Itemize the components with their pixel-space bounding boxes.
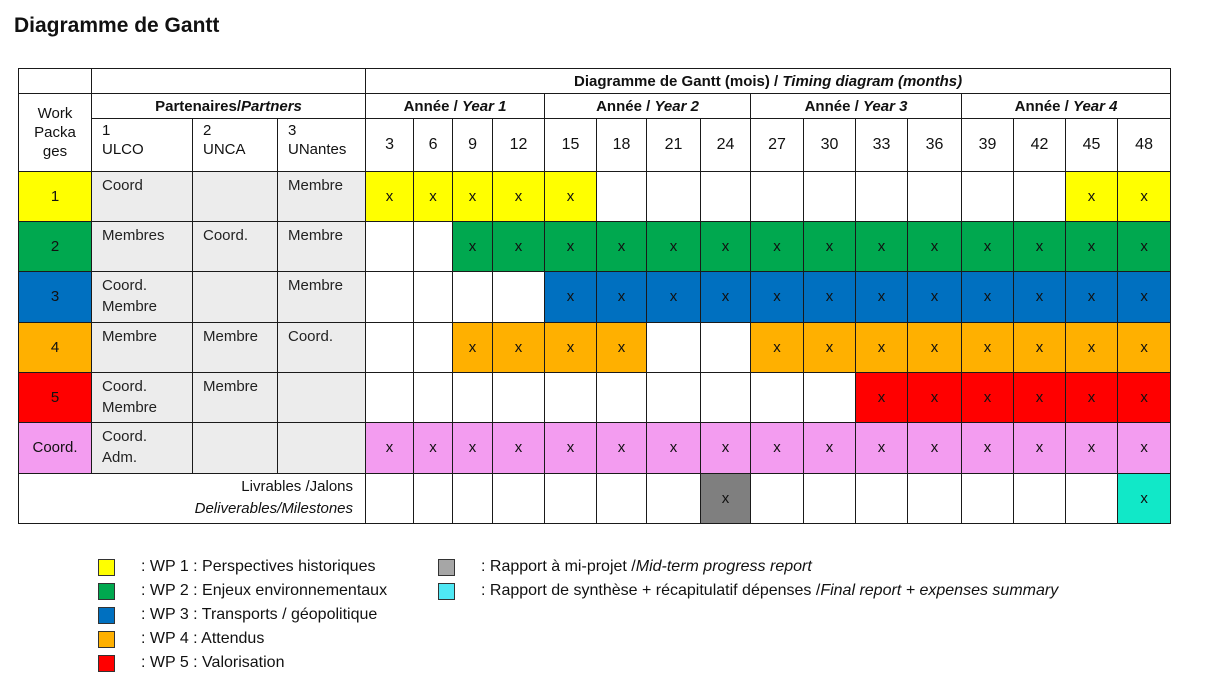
legend-item <box>98 654 284 672</box>
timeline-cell: x <box>493 221 545 271</box>
timeline-cell <box>647 171 701 221</box>
deliverables-label-fr: Livrables /Jalons <box>241 478 354 496</box>
timeline-cell <box>414 372 453 422</box>
deliverables-label-en: Deliverables/Milestones <box>194 500 354 518</box>
month-header-18: 18 <box>597 119 647 171</box>
legend-item <box>98 630 264 648</box>
legend-item <box>98 582 387 600</box>
timeline-cell <box>493 272 545 322</box>
partner-role-cell <box>92 372 193 422</box>
page-title: Diagramme de Gantt <box>14 14 220 37</box>
timeline-cell <box>366 372 414 422</box>
timeline-cell <box>962 171 1014 221</box>
deliverable-cell <box>908 473 962 523</box>
month-header-45: 45 <box>1066 119 1118 171</box>
partner-role-cell <box>92 322 193 372</box>
wp-label: Coord. <box>19 423 92 473</box>
partner-role: Coord <box>102 176 143 194</box>
timeline-cell <box>366 322 414 372</box>
timeline-cell: x <box>453 171 493 221</box>
timeline-cell <box>453 272 493 322</box>
legend-item <box>98 606 377 624</box>
month-header-24: 24 <box>701 119 751 171</box>
deliverable-cell <box>856 473 908 523</box>
timeline-cell: x <box>962 272 1014 322</box>
partner-role: Membres <box>102 226 165 244</box>
timeline-cell: x <box>366 423 414 473</box>
partner-role-cell <box>278 322 366 372</box>
partners-header: Partenaires/Partners <box>92 94 366 119</box>
legend-swatch <box>98 583 115 600</box>
timeline-cell <box>366 221 414 271</box>
timeline-cell: x <box>1066 423 1118 473</box>
timeline-cell: x <box>366 171 414 221</box>
timeline-cell: x <box>1066 272 1118 322</box>
partner-role-cell <box>193 221 278 271</box>
timeline-cell <box>545 372 597 422</box>
timeline-cell: x <box>908 272 962 322</box>
year-3-header: Année / Year 3 <box>751 94 962 119</box>
month-header-39: 39 <box>962 119 1014 171</box>
timeline-cell: x <box>493 171 545 221</box>
timeline-cell: x <box>597 272 647 322</box>
partner-role: Coord. <box>203 226 249 244</box>
timeline-cell <box>597 372 647 422</box>
timeline-cell: x <box>1014 272 1066 322</box>
table-row <box>19 372 1171 422</box>
month-header-3: 3 <box>366 119 414 171</box>
partner-role-cell <box>278 423 366 473</box>
month-header-21: 21 <box>647 119 701 171</box>
legend-text: : WP 4 : Attendus <box>141 630 265 647</box>
legend-text-italic: Mid-term progress report <box>635 558 812 575</box>
timeline-cell: x <box>545 322 597 372</box>
timeline-cell <box>366 272 414 322</box>
timeline-cell: x <box>545 171 597 221</box>
deliverable-cell <box>804 473 856 523</box>
timeline-cell: x <box>908 423 962 473</box>
legend-swatch <box>438 583 455 600</box>
timeline-cell: x <box>1066 372 1118 422</box>
timeline-cell <box>414 322 453 372</box>
timeline-cell: x <box>1118 423 1171 473</box>
timeline-cell <box>701 171 751 221</box>
deliverable-cell <box>545 473 597 523</box>
timeline-cell: x <box>1014 322 1066 372</box>
table-row <box>19 423 1171 473</box>
partner-1-header: 1 ULCO <box>92 119 193 171</box>
legend-swatch <box>98 559 115 576</box>
wp-label: 1 <box>19 171 92 221</box>
deliverable-cell <box>597 473 647 523</box>
timeline-cell: x <box>414 171 453 221</box>
table-row <box>19 221 1171 271</box>
year-2-header: Année / Year 2 <box>545 94 751 119</box>
timeline-cell: x <box>1066 171 1118 221</box>
partner-3-header: 3 UNantes <box>278 119 366 171</box>
timeline-cell <box>647 322 701 372</box>
partner-role-cell <box>278 171 366 221</box>
milestone-cell-24: x <box>701 473 751 523</box>
month-header-27: 27 <box>751 119 804 171</box>
partner-role: Membre <box>288 226 344 244</box>
timeline-cell <box>597 171 647 221</box>
timeline-cell <box>804 372 856 422</box>
timeline-cell: x <box>414 423 453 473</box>
timeline-cell: x <box>804 322 856 372</box>
partner-role: Coord. <box>288 327 334 345</box>
year-1-header: Année / Year 1 <box>366 94 545 119</box>
timeline-cell: x <box>453 423 493 473</box>
table-row <box>19 171 1171 221</box>
legend-text: : Rapport à mi-projet / <box>481 558 636 575</box>
timeline-cell: x <box>1118 272 1171 322</box>
month-header-48: 48 <box>1118 119 1171 171</box>
timeline-cell: x <box>701 423 751 473</box>
wp-label: 4 <box>19 322 92 372</box>
timeline-cell: x <box>856 322 908 372</box>
wp-label: 5 <box>19 372 92 422</box>
timeline-cell: x <box>701 221 751 271</box>
legend-swatch <box>98 655 115 672</box>
partner-role: Membre <box>203 377 259 395</box>
timeline-cell <box>908 171 962 221</box>
milestone-cell-48: x <box>1118 473 1171 523</box>
timeline-cell: x <box>751 221 804 271</box>
partner-role-cell <box>92 221 193 271</box>
deliverable-cell <box>962 473 1014 523</box>
month-header-15: 15 <box>545 119 597 171</box>
month-header-12: 12 <box>493 119 545 171</box>
timeline-cell: x <box>545 221 597 271</box>
partner-role-cell <box>193 171 278 221</box>
timeline-cell: x <box>908 221 962 271</box>
partner-role-cell <box>278 372 366 422</box>
timeline-cell <box>751 171 804 221</box>
timeline-cell: x <box>597 322 647 372</box>
deliverable-cell <box>453 473 493 523</box>
timeline-cell: x <box>908 322 962 372</box>
timeline-cell <box>804 171 856 221</box>
timeline-cell: x <box>1066 322 1118 372</box>
deliverable-cell <box>414 473 453 523</box>
partner-role-cell <box>278 272 366 322</box>
legend-swatch <box>98 631 115 648</box>
timeline-cell: x <box>962 372 1014 422</box>
legend-text-italic: Final report + expenses summary <box>820 582 1059 599</box>
partner-role-cell <box>193 423 278 473</box>
timeline-cell: x <box>751 322 804 372</box>
gantt-table <box>18 68 1171 524</box>
partner-role-cell <box>92 423 193 473</box>
timeline-cell: x <box>962 423 1014 473</box>
timeline-cell <box>856 171 908 221</box>
deliverables-row <box>19 473 1171 523</box>
deliverable-cell <box>647 473 701 523</box>
legend-text: : WP 3 : Transports / géopolitique <box>141 606 378 623</box>
legend <box>0 550 1210 675</box>
deliverable-cell <box>366 473 414 523</box>
timeline-cell <box>414 272 453 322</box>
timeline-cell <box>453 372 493 422</box>
month-header-6: 6 <box>414 119 453 171</box>
timeline-cell: x <box>1118 171 1171 221</box>
timeline-cell: x <box>1014 423 1066 473</box>
partner-role: Membre <box>288 277 344 295</box>
legend-swatch <box>98 607 115 624</box>
timeline-cell: x <box>804 423 856 473</box>
legend-text: : WP 5 : Valorisation <box>141 654 285 671</box>
timeline-cell: x <box>647 272 701 322</box>
timeline-cell: x <box>1118 372 1171 422</box>
partner-role-cell <box>278 221 366 271</box>
partner-role: Membre <box>102 327 158 345</box>
partner-role-cell <box>92 171 193 221</box>
timeline-cell <box>1014 171 1066 221</box>
timeline-cell: x <box>493 322 545 372</box>
legend-text: : WP 2 : Enjeux environnementaux <box>141 582 388 599</box>
partner-role-cell <box>193 322 278 372</box>
deliverables-label <box>19 473 366 523</box>
timeline-cell: x <box>493 423 545 473</box>
legend-text: : Rapport de synthèse + récapitulatif dépenses / <box>481 582 821 599</box>
timeline-cell: x <box>1118 322 1171 372</box>
wp-label: 2 <box>19 221 92 271</box>
month-header-30: 30 <box>804 119 856 171</box>
partner-role-cell <box>193 272 278 322</box>
deliverable-cell <box>493 473 545 523</box>
year-4-header: Année / Year 4 <box>962 94 1171 119</box>
timeline-cell: x <box>1118 221 1171 271</box>
timeline-cell: x <box>545 272 597 322</box>
timeline-cell: x <box>453 322 493 372</box>
timeline-cell: x <box>908 372 962 422</box>
timeline-cell: x <box>751 423 804 473</box>
table-row <box>19 272 1171 322</box>
timeline-cell: x <box>962 322 1014 372</box>
timing-header: Diagramme de Gantt (mois) / Timing diagram (months) <box>366 69 1171 94</box>
partner-role: Membre <box>288 176 344 194</box>
partners-spacer <box>92 69 366 94</box>
timeline-cell: x <box>1014 372 1066 422</box>
timeline-cell: x <box>701 272 751 322</box>
corner-cell <box>19 69 92 94</box>
legend-item <box>98 558 375 576</box>
table-row <box>19 322 1171 372</box>
timeline-cell <box>701 322 751 372</box>
timeline-cell: x <box>751 272 804 322</box>
timeline-cell <box>701 372 751 422</box>
timeline-cell: x <box>597 221 647 271</box>
timeline-cell: x <box>647 221 701 271</box>
legend-item <box>438 582 1058 600</box>
legend-item <box>438 558 812 576</box>
timeline-cell: x <box>1066 221 1118 271</box>
partner-role: Membre <box>102 398 158 416</box>
month-header-42: 42 <box>1014 119 1066 171</box>
wp-label: 3 <box>19 272 92 322</box>
timeline-cell: x <box>545 423 597 473</box>
partner-role: Membre <box>102 298 158 316</box>
month-header-33: 33 <box>856 119 908 171</box>
legend-text: : WP 1 : Perspectives historiques <box>141 558 376 575</box>
timeline-cell: x <box>804 221 856 271</box>
partner-role: Coord. <box>102 277 148 295</box>
timeline-cell: x <box>804 272 856 322</box>
month-header-9: 9 <box>453 119 493 171</box>
timeline-cell: x <box>856 423 908 473</box>
timeline-cell: x <box>962 221 1014 271</box>
month-header-36: 36 <box>908 119 962 171</box>
timeline-cell: x <box>597 423 647 473</box>
timeline-cell <box>647 372 701 422</box>
deliverable-cell <box>1066 473 1118 523</box>
partner-role: Coord. <box>102 428 148 446</box>
partner-role-cell <box>193 372 278 422</box>
partner-role: Adm. <box>102 449 138 467</box>
partner-role: Membre <box>203 327 259 345</box>
deliverable-cell <box>1014 473 1066 523</box>
deliverable-cell <box>751 473 804 523</box>
timeline-cell: x <box>647 423 701 473</box>
work-packages-header: Work Packa ges <box>19 94 92 172</box>
timeline-cell: x <box>856 272 908 322</box>
timeline-cell <box>414 221 453 271</box>
timeline-cell: x <box>856 221 908 271</box>
partner-role-cell <box>92 272 193 322</box>
partner-role: Coord. <box>102 377 148 395</box>
legend-swatch <box>438 559 455 576</box>
timeline-cell: x <box>1014 221 1066 271</box>
partner-2-header: 2 UNCA <box>193 119 278 171</box>
timeline-cell: x <box>453 221 493 271</box>
timeline-cell <box>751 372 804 422</box>
timeline-cell <box>493 372 545 422</box>
timeline-cell: x <box>856 372 908 422</box>
